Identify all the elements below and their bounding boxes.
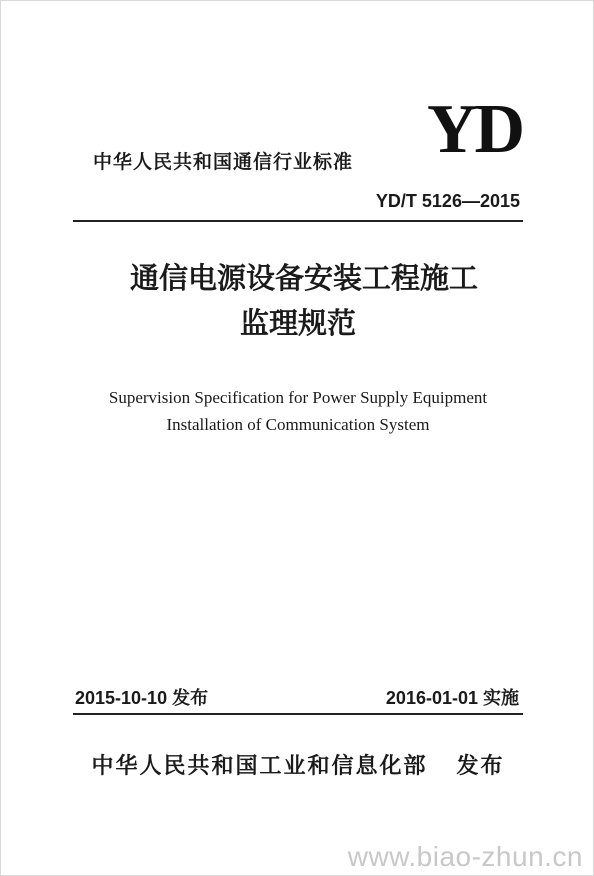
publisher-line: 中华人民共和国工业和信息化部 发布 [91,754,505,779]
english-title-line-1: Supervision Specification for Power Supply Equipment [108,388,488,407]
yd-logo: YD [427,91,523,168]
english-title-line-2: Installation of Communication System [166,415,430,434]
chinese-title-line-1: 通信电源设备安装工程施工 [129,261,478,295]
bottom-divider [73,713,523,715]
english-title [1,384,594,438]
standard-number: YD/T 5126—2015 [375,191,520,211]
chinese-title-line-2: 监理规范 [239,306,356,340]
watermark: www.biao-zhun.cn [347,841,583,872]
issuing-body-line: 中华人民共和国通信行业标准 [93,151,354,173]
chinese-title [1,256,594,346]
top-divider [73,220,523,222]
issue-date: 2015-10-10 发布 [75,688,209,708]
implementation-date: 2016-01-01 实施 [385,688,519,708]
